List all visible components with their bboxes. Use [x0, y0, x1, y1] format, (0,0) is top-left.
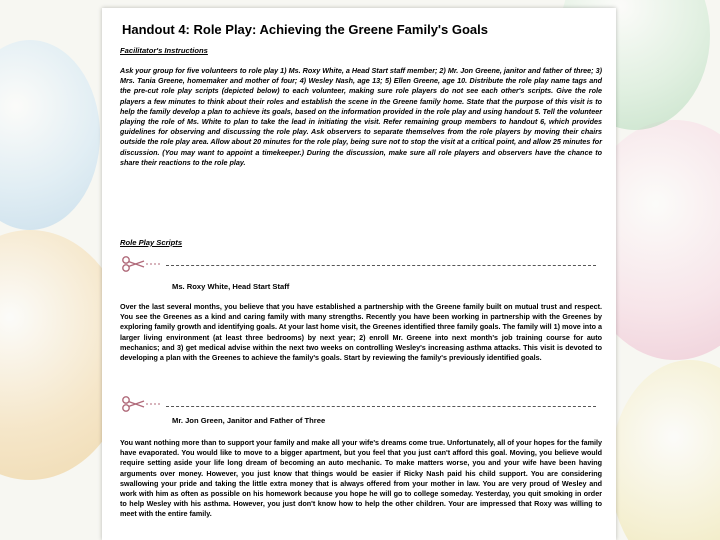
handout-title: Handout 4: Role Play: Achieving the Greene Family's Goals — [122, 22, 488, 37]
scissors-icon — [120, 256, 160, 272]
cut-line — [166, 265, 596, 266]
role-title-jon-green: Mr. Jon Green, Janitor and Father of Three — [172, 416, 326, 425]
scripts-heading: Role Play Scripts — [120, 238, 183, 247]
role-script-roxy-white: Over the last several months, you believe that you have established a partnership with the Greene family built on mutual trust and respect. You see the Greenes as a kind and caring family with many strengths. Recently you have been working in partnership with the Greenes by exploring family growth and identifying goals. At your last home visit, the Greenes identified three family goals. The family will 1) move into a larger living environment (at least three bedrooms) by next year; 2) enroll Mr. Greene into next month's job training course for auto mechanics; and 3) get medical advise within the next two weeks on controlling Wesley's increasing asthma attacks. This visit is devoted to developing a plan with the Greenes to achieve the family's goals. Start by reviewing the family's previously identified goals. — [120, 302, 602, 363]
facilitator-instructions: Ask your group for five volunteers to role play 1) Ms. Roxy White, a Head Start staff member; 2) Mr. Jon Greene, janitor and father of three; 3) Mrs. Tania Greene, homemaker and mother of four; 4) Wesley Nash, age 13; 5) Ellen Greene, age 10. Distribute the role play name tags and the pre-cut role play scripts (depicted below) to each volunteer, making sure role players do not see each other's scripts. Give the role players a few minutes to think about their roles and establish the scene in the Greene family home. State that the purpose of this visit is to help the family develop a plan to achieve its goals, based on the information provided in the role play and using handout 5. Tell the volunteer playing the role of Ms. White to plan to take the lead in initiating the visit. Refer remaining group members to handout 6, which provides guidelines for observing and discussing the role play. Ask observers to separate themselves from the role players by moving their chairs outside the role play area. Allow about 20 minutes for the role play, being sure not to stop the visit at a critical point, and allow 25 minutes for discussion. (You may want to appoint a timekeeper.) During the discussion, make sure all role players and observers have the chance to share their reactions to the role play. — [120, 66, 602, 167]
role-script-jon-green: You want nothing more than to support your family and make all your wife's dreams come true. Unfortunately, all of your hopes for the family have evaporated. You would like to move to a bigger apartment, but you feel that you just can't afford this goal. Moving, you believe would require setting aside your life long dream of becoming an auto mechanic. To make matters worse, you and your wife have been having arguments over money. However, you just know that things would be easier if Ricky Nash paid his child support. You are considering swallowing your pride and taking the little extra money that is always offered from your mother in law. You are very proud of Wesley and work with him as often as possible on his homework because you hope he will go to college someday. Yesterday, you quit smoking in order to help Wesley with his asthma. However, you just don't know how to help the other children. Your are impressed that Roxy was willing to meet with the entire family. — [120, 438, 602, 519]
role-title-roxy-white: Ms. Roxy White, Head Start Staff — [172, 282, 290, 291]
scissors-icon — [120, 396, 160, 412]
balloon-decoration — [0, 40, 100, 230]
balloon-decoration — [610, 360, 720, 540]
facilitator-heading: Facilitator's Instructions — [120, 46, 208, 55]
handout-page — [102, 8, 616, 540]
cut-line — [166, 406, 596, 407]
